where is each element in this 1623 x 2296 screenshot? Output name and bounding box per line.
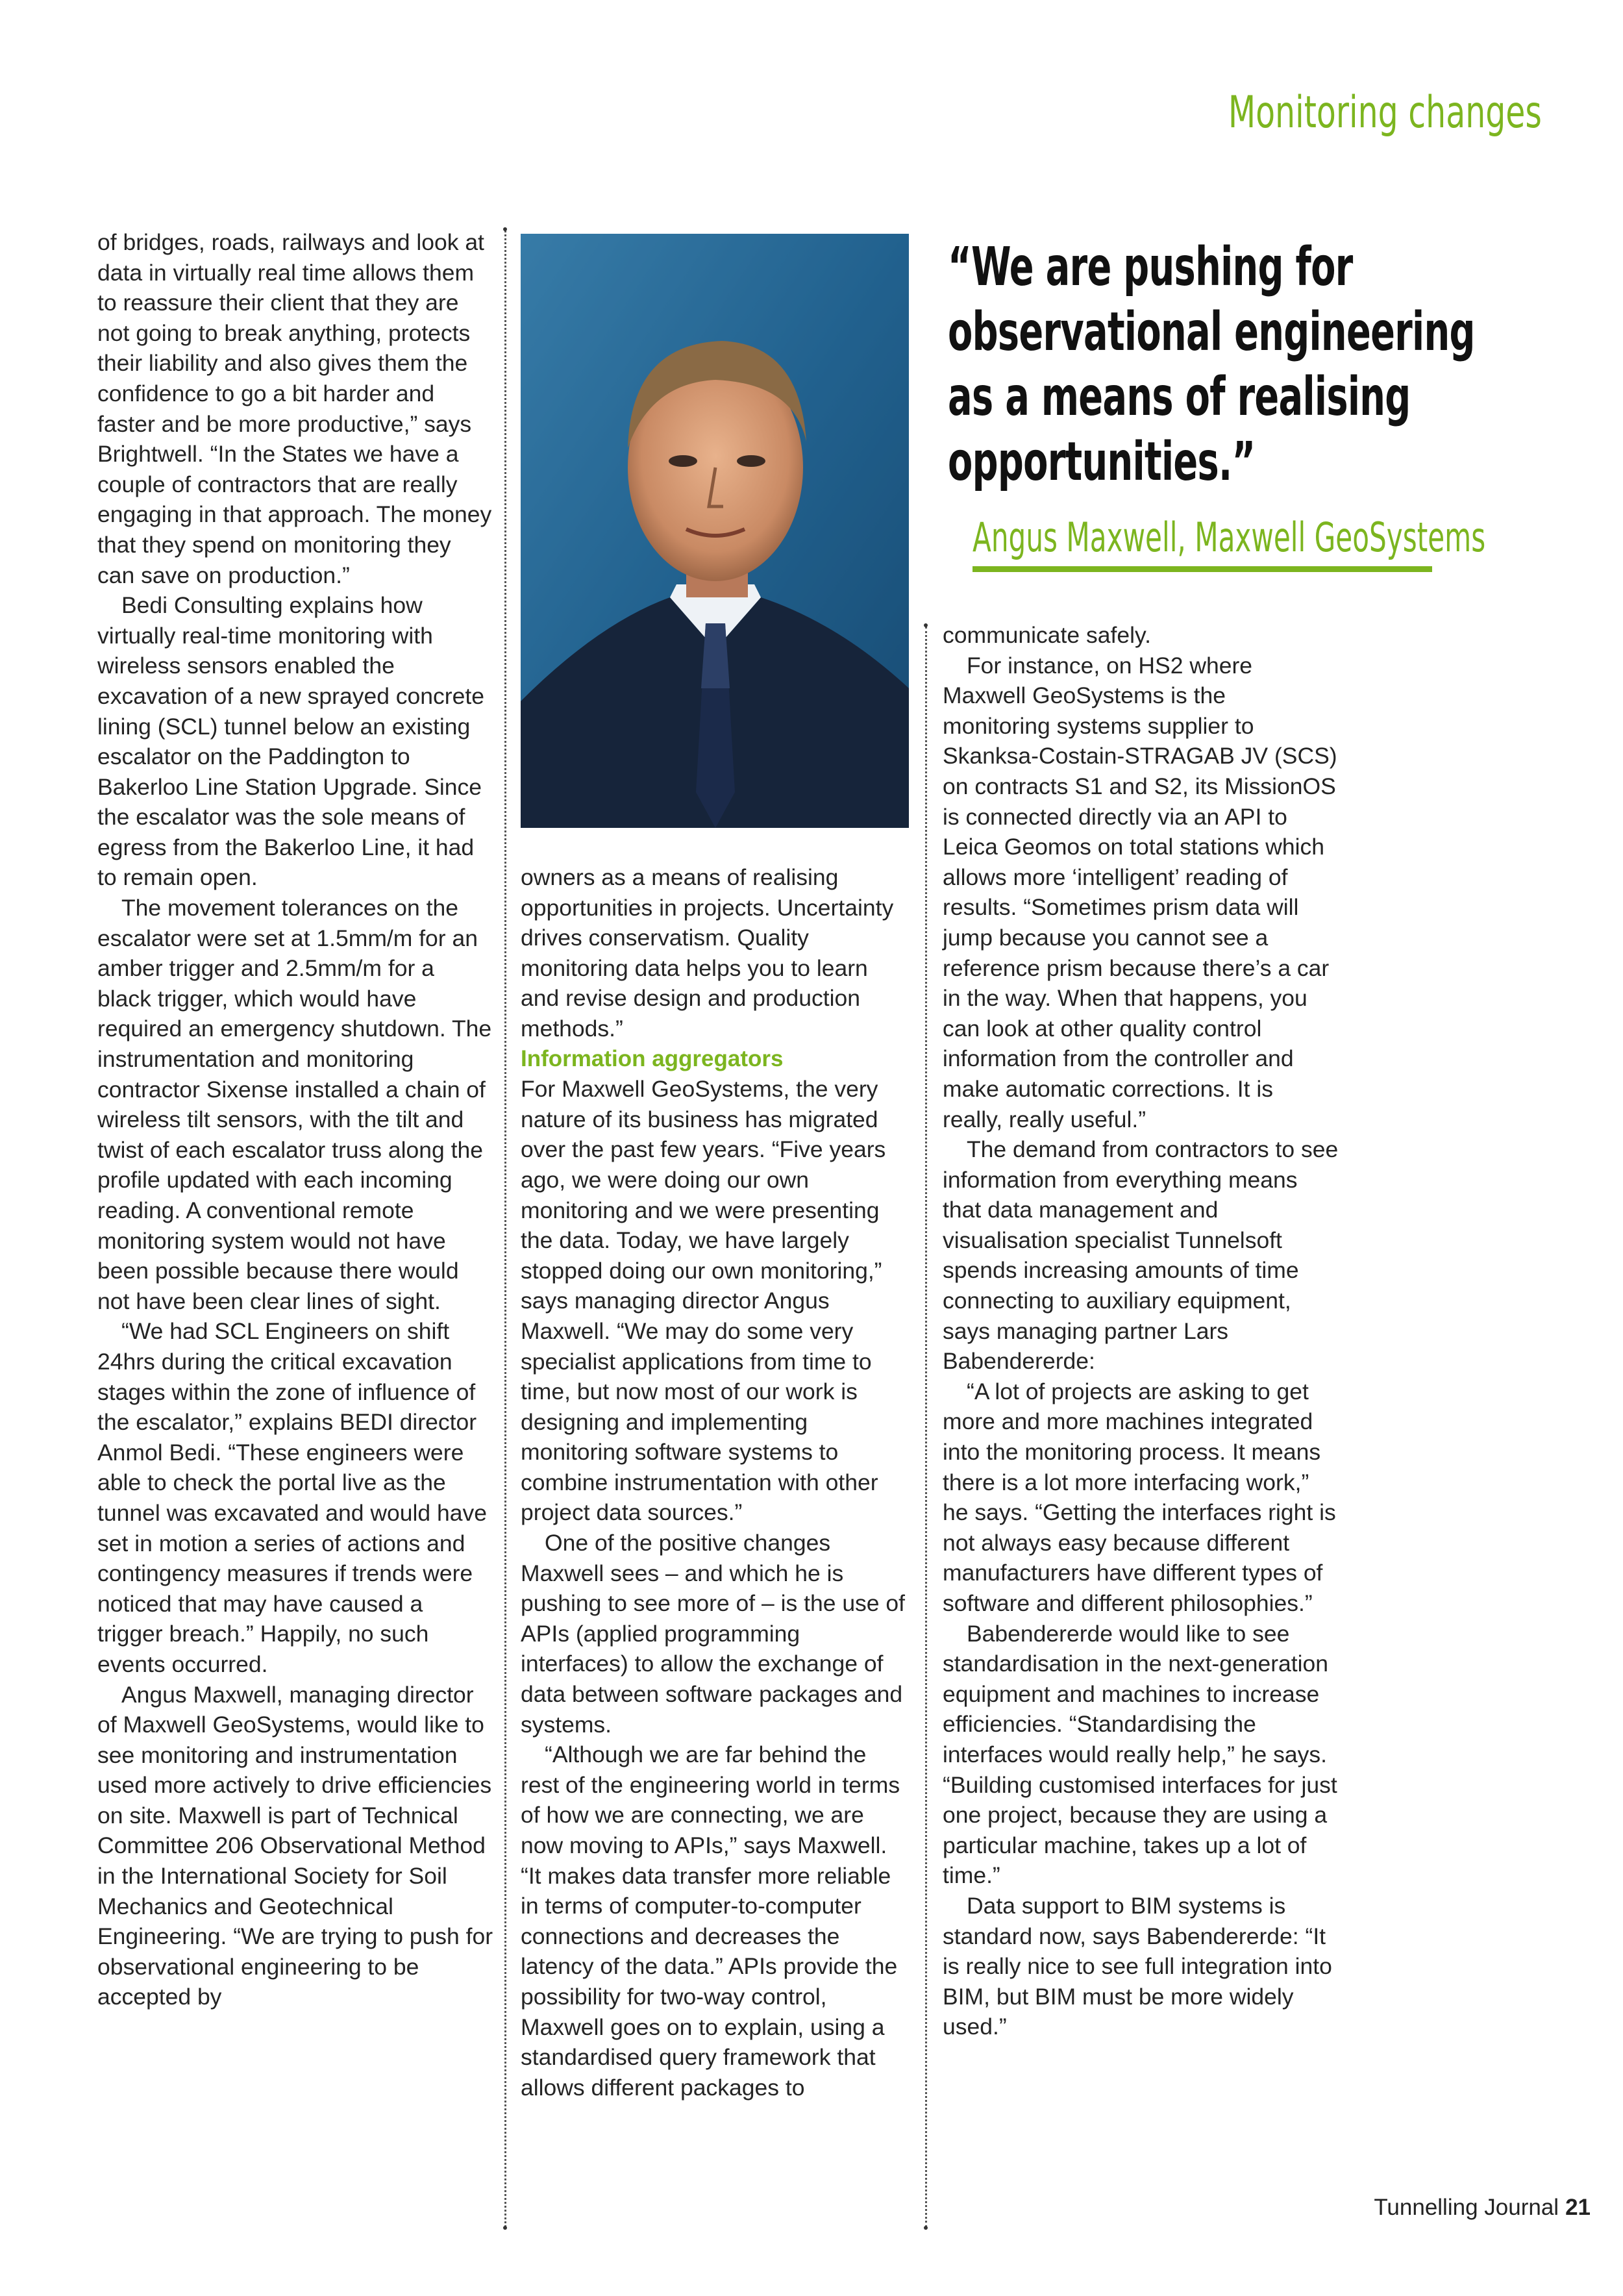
paragraph: For instance, on HS2 where Maxwell GeoSystems is the monitoring systems supplier to Skanksa-Costain-STRAGAB JV (SCS) on contracts S1 and S2, its MissionOS is connected directly via an API to Leica Geomos on total stations which allows more ‘intelligent’ reading of results. “Sometimes prism data will jump because you cannot see a reference prism because there’s a car in the way. When that happens, you can look at other quality control information from the controller and make automatic corrections. It is really, really useful.” (943, 652, 1337, 1132)
paragraph: “We had SCL Engineers on shift 24hrs during the critical excavation stages within the zone of influence of the escalator,” explains BEDI director Anmol Bedi. “These engineers were able to check the portal live as the tunnel was excavated and would have set in motion a series of actions and contingency measures if trends were noticed that may have caused a trigger breach.” Happily, no such events occurred. (97, 1318, 487, 1677)
pull-quote-text: “We are pushing for observational engineering as a means of realising opportunities.” (948, 236, 1475, 493)
paragraph: One of the positive changes Maxwell sees – and which he is pushing to see more of – is the use of APIs (applied programming interfaces) to allow the exchange of data between software packages and systems. (521, 1530, 906, 1738)
divider-dot (924, 623, 928, 627)
paragraph: communicate safely. (943, 622, 1151, 648)
section-title: Monitoring changes (1228, 87, 1542, 138)
paragraph: Angus Maxwell, managing director of Maxwell GeoSystems, would like to see monitoring and instrumentation used more actively to drive efficiencies on site. Maxwell is part of Technical Committee 206 Observational Method in the International Society for Soil Mechanics and Geotechnical Engineering. “We are trying to push for observational engineering to be accepted by (97, 1681, 493, 2010)
paragraph: For Maxwell GeoSystems, the very nature of its business has migrated over the past few years. “Five years ago, we were doing our own monitoring and we were presenting the data. Today, we have largely stopped doing our own monitoring,” says managing director Angus Maxwell. “We may do some very specialist applications from time to time, but now most of our work is designing and implementing monitoring software systems to combine instrumentation with other project data sources.” (521, 1076, 886, 1526)
pull-quote (948, 235, 1486, 561)
paragraph: The movement tolerances on the escalator were set at 1.5mm/m for an amber trigger and 2.5mm/m for a black trigger, which would have required an emergency shutdown. The instrumentation and monitoring contractor Sixense installed a chain of wireless tilt sensors, with the tilt and twist of each escalator truss along the profile updated with each incoming reading. A conventional remote monitoring system would not have been possible because there would not have been clear lines of sight. (97, 895, 492, 1314)
paragraph: The demand from contractors to see information from everything means that data management and visualisation specialist Tunnelsoft spends increasing amounts of time connecting to auxiliary equipment, says managing partner Lars Babendererde: (943, 1136, 1339, 1375)
article-column-1 (97, 227, 493, 2012)
publication-name: Tunnelling Journal (1374, 2195, 1559, 2220)
paragraph: “Although we are far behind the rest of the engineering world in terms of how we are connecting, we are now moving to APIs,” says Maxwell. “It makes data transfer more reliable in terms of computer-to-computer connections and decreases the latency of the data.” APIs provide the possibility for two-way control, Maxwell goes on to explain, using a standardised query framework that allows different packages to (521, 1741, 900, 2101)
divider-dot (503, 2226, 507, 2230)
article-column-2 (521, 862, 910, 2103)
paragraph: owners as a means of realising opportunities in projects. Uncertainty drives conservatism. Quality monitoring data helps you to learn and revise design and production methods.” (521, 864, 894, 1042)
article-column-3 (943, 620, 1339, 2042)
portrait-photo (521, 234, 909, 828)
column-divider (504, 231, 506, 2227)
paragraph: Bedi Consulting explains how virtually real-time monitoring with wireless sensors enabled the excavation of a new sprayed concrete lining (SCL) tunnel below an existing escalator on the Paddington to Bakerloo Line Station Upgrade. Since the escalator was the sole means of egress from the Bakerloo Line, it had to remain open. (97, 592, 484, 891)
page-footer (1374, 2195, 1591, 2221)
column-divider (925, 627, 927, 2227)
page-number: 21 (1565, 2195, 1591, 2220)
divider-dot (503, 227, 507, 231)
divider-dot (924, 2226, 928, 2230)
pull-quote-attribution: Angus Maxwell, Maxwell GeoSystems (973, 514, 1486, 561)
paragraph: Babendererde would like to see standardisation in the next-generation equipment and machines to increase efficiencies. “Standardising the interfaces would really help,” he says. “Building customised interfaces for just one project, because they are using a particular machine, takes up a lot of time.” (943, 1620, 1337, 1889)
accent-bar (973, 566, 1432, 572)
subheading: Information aggregators (521, 1045, 784, 1071)
paragraph: Data support to BIM systems is standard now, says Babendererde: “It is really nice to see full integration into BIM, but BIM must be more widely used.” (943, 1892, 1332, 2040)
paragraph: of bridges, roads, railways and look at data in virtually real time allows them to reassure their client that they are not going to break anything, protects their liability and also gives them the confidence to go a bit harder and faster and be more productive,” says Brightwell. “In the States we have a couple of contractors that are really engaging in that approach. The money that they spend on monitoring they can save on production.” (97, 229, 492, 588)
paragraph: “A lot of projects are asking to get more and more machines integrated into the monitoring process. It means there is a lot more interfacing work,” he says. “Getting the interfaces right is not always easy because different manufacturers have different types of software and different philosophies.” (943, 1378, 1336, 1616)
